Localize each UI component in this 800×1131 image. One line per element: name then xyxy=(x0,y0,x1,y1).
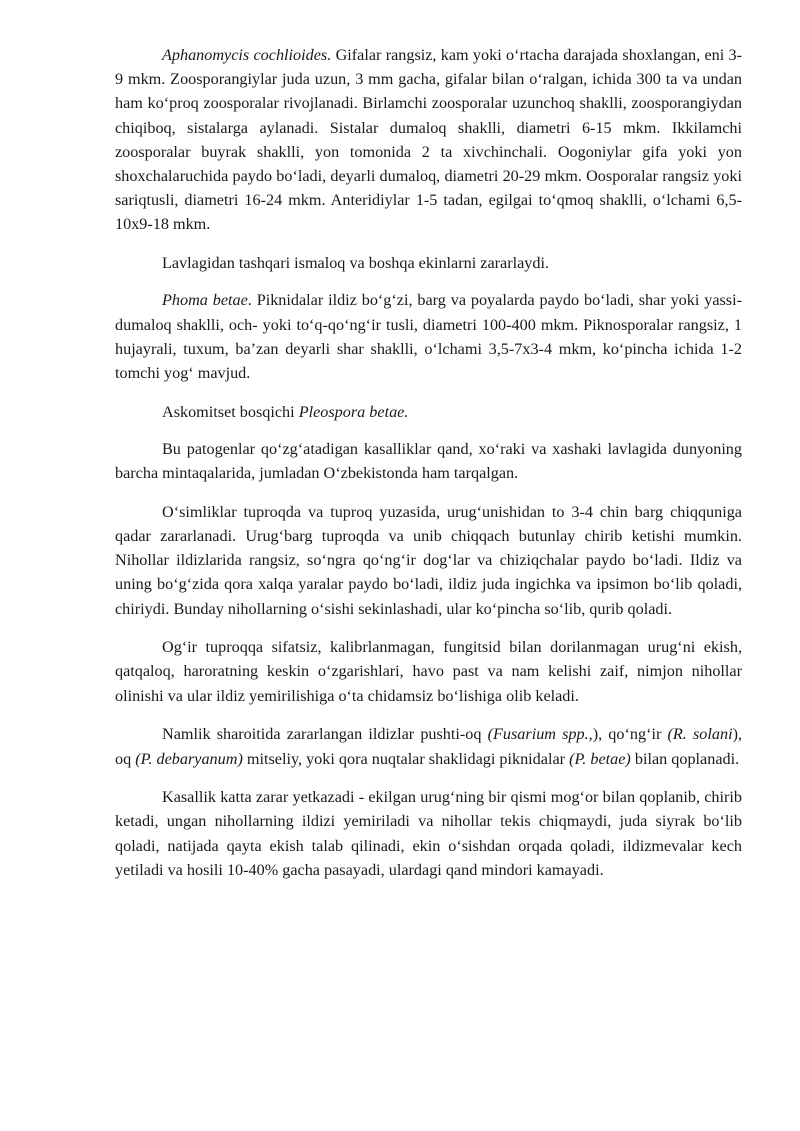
paragraph-text: Lavlagidan tashqari ismaloq va boshqa ekinlarni zararlaydi. xyxy=(162,254,550,273)
document-page xyxy=(115,43,742,897)
paragraph-text: bilan qoplanadi. xyxy=(630,749,740,768)
paragraph-ogir-tuproq xyxy=(115,635,742,708)
species-name: (Fusarium spp. xyxy=(487,725,589,744)
paragraph-text: ), oq xyxy=(115,725,743,768)
species-name: (P. debaryanum) xyxy=(135,749,243,768)
paragraph-namlik xyxy=(115,722,742,770)
paragraph-osimliklar xyxy=(115,500,742,621)
paragraph-text: Gifalar rangsiz, kam yoki o‘rtacha darajada shoxlangan, eni 3-9 mkm. Zoosporangiylar juda uzun, 3 mm gacha, gifalar bilan o‘ralgan, ichida 300 ta va undan ham ko‘proq zoosporalar rivojlanadi. Birlamchi zoosporalar uzunchoq shaklli, zoosporangiydan chiqiboq, sistalarga aylanadi. Sistalar dumaloq shaklli, diametri 6-15 mkm. Ikkilamchi zoosporalar buyrak shaklli, yon tomonida 2 ta xivchinchali. Oogoniylar gifa yoki yon shoxchalaruchida paydo bo‘ladi, deyarli dumaloq, diametri 20-29 mkm. Oosporalar rangsiz yoki sariqtusli, diametri 16-24 mkm. Anteridiylar 1-5 tadan, egilgai to‘qmoq shaklli, o‘lchami 6,5-10x9-18 mkm. xyxy=(115,46,743,234)
species-name: (R. solani xyxy=(667,725,733,744)
paragraph-askomitset xyxy=(115,400,742,424)
paragraph-lavlagi-tashqari xyxy=(115,251,742,275)
paragraph-text: Namlik sharoitida zararlangan ildizlar pushti-oq xyxy=(162,725,488,744)
species-name: Phoma betae xyxy=(162,291,248,310)
paragraph-patogenlar xyxy=(115,437,742,485)
species-name: Pleospora betae. xyxy=(298,402,409,421)
paragraph-text: O‘simliklar tuproqda va tuproq yuzasida, urug‘unishidan to 3-4 chin barg chiqquniga qadar zararlanadi. Urug‘barg tuproqda va unib chiqqach butunlay chirib ketishi mumkin. Nihollar ildizlarida rangsiz, so‘ngra qo‘ng‘ir dog‘lar va chiziqchalar paydo bo‘ladi. Ildiz va uning bo‘g‘zida qora xalqa yaralar paydo bo‘ladi, ildiz juda ingichka va ipsimon bo‘lib qoladi, chiriydi. Bunday nihollarning o‘sishi sekinlashadi, ular ko‘pincha so‘lib, qurib qoladi. xyxy=(115,502,742,618)
paragraph-text: mitseliy, yoki qora nuqtalar shaklidagi piknidalar xyxy=(242,749,570,768)
paragraph-aphanomyces xyxy=(115,43,742,237)
paragraph-text: Og‘ir tuproqqa sifatsiz, kalibrlanmagan, fungitsid bilan dorilanmagan urug‘ni ekish, qatqaloq, haroratning keskin o‘zgarishlari, havo past va nam kelishi zaif, nimjon nihollar olinishi va ular ildiz yemirilishiga o‘ta chidamsiz bo‘lishiga olib keladi. xyxy=(115,638,742,705)
paragraph-text: Bu patogenlar qo‘zg‘atadigan kasalliklar qand, xo‘raki va xashaki lavlagida dunyoning barcha mintaqalarida, jumladan O‘zbekistonda ham tarqalgan. xyxy=(115,439,742,483)
species-name: (P. betae) xyxy=(569,749,631,768)
paragraph-text: Askomitset bosqichi xyxy=(162,402,299,421)
paragraph-text: . Piknidalar ildiz bo‘g‘zi, barg va poyalarda paydo bo‘ladi, shar yoki yassi-dumaloq shaklli, och- yoki to‘q-qo‘ng‘ir tusli, diametri 100-400 mkm. Piknosporalar rangsiz, 1 hujayrali, tuxum, ba’zan deyarli shar shaklli, o‘lchami 3,5-7x3-4 mkm, ko‘pincha ichida 1-2 tomchi yog‘ mavjud. xyxy=(115,291,742,382)
paragraph-text: ,), qo‘ng‘ir xyxy=(588,725,668,744)
species-name: Aphanomycis cochlioides. xyxy=(162,46,332,64)
paragraph-phoma xyxy=(115,288,742,385)
paragraph-kasallik-zarar xyxy=(115,785,742,882)
paragraph-text: Kasallik katta zarar yetkazadi - ekilgan urug‘ning bir qismi mog‘or bilan qoplanib, chirib ketadi, ungan nihollarning ildizi yemiriladi va nihollar tekis chiqmaydi, juda siyrak bo‘lib qoladi, natijada qayta ekish talab qilinadi, ekin o‘sishdan orqada qoladi, ildizmevalar kech yetiladi va hosili 10-40% gacha pasayadi, ulardagi qand mindori kamayadi. xyxy=(115,788,742,879)
